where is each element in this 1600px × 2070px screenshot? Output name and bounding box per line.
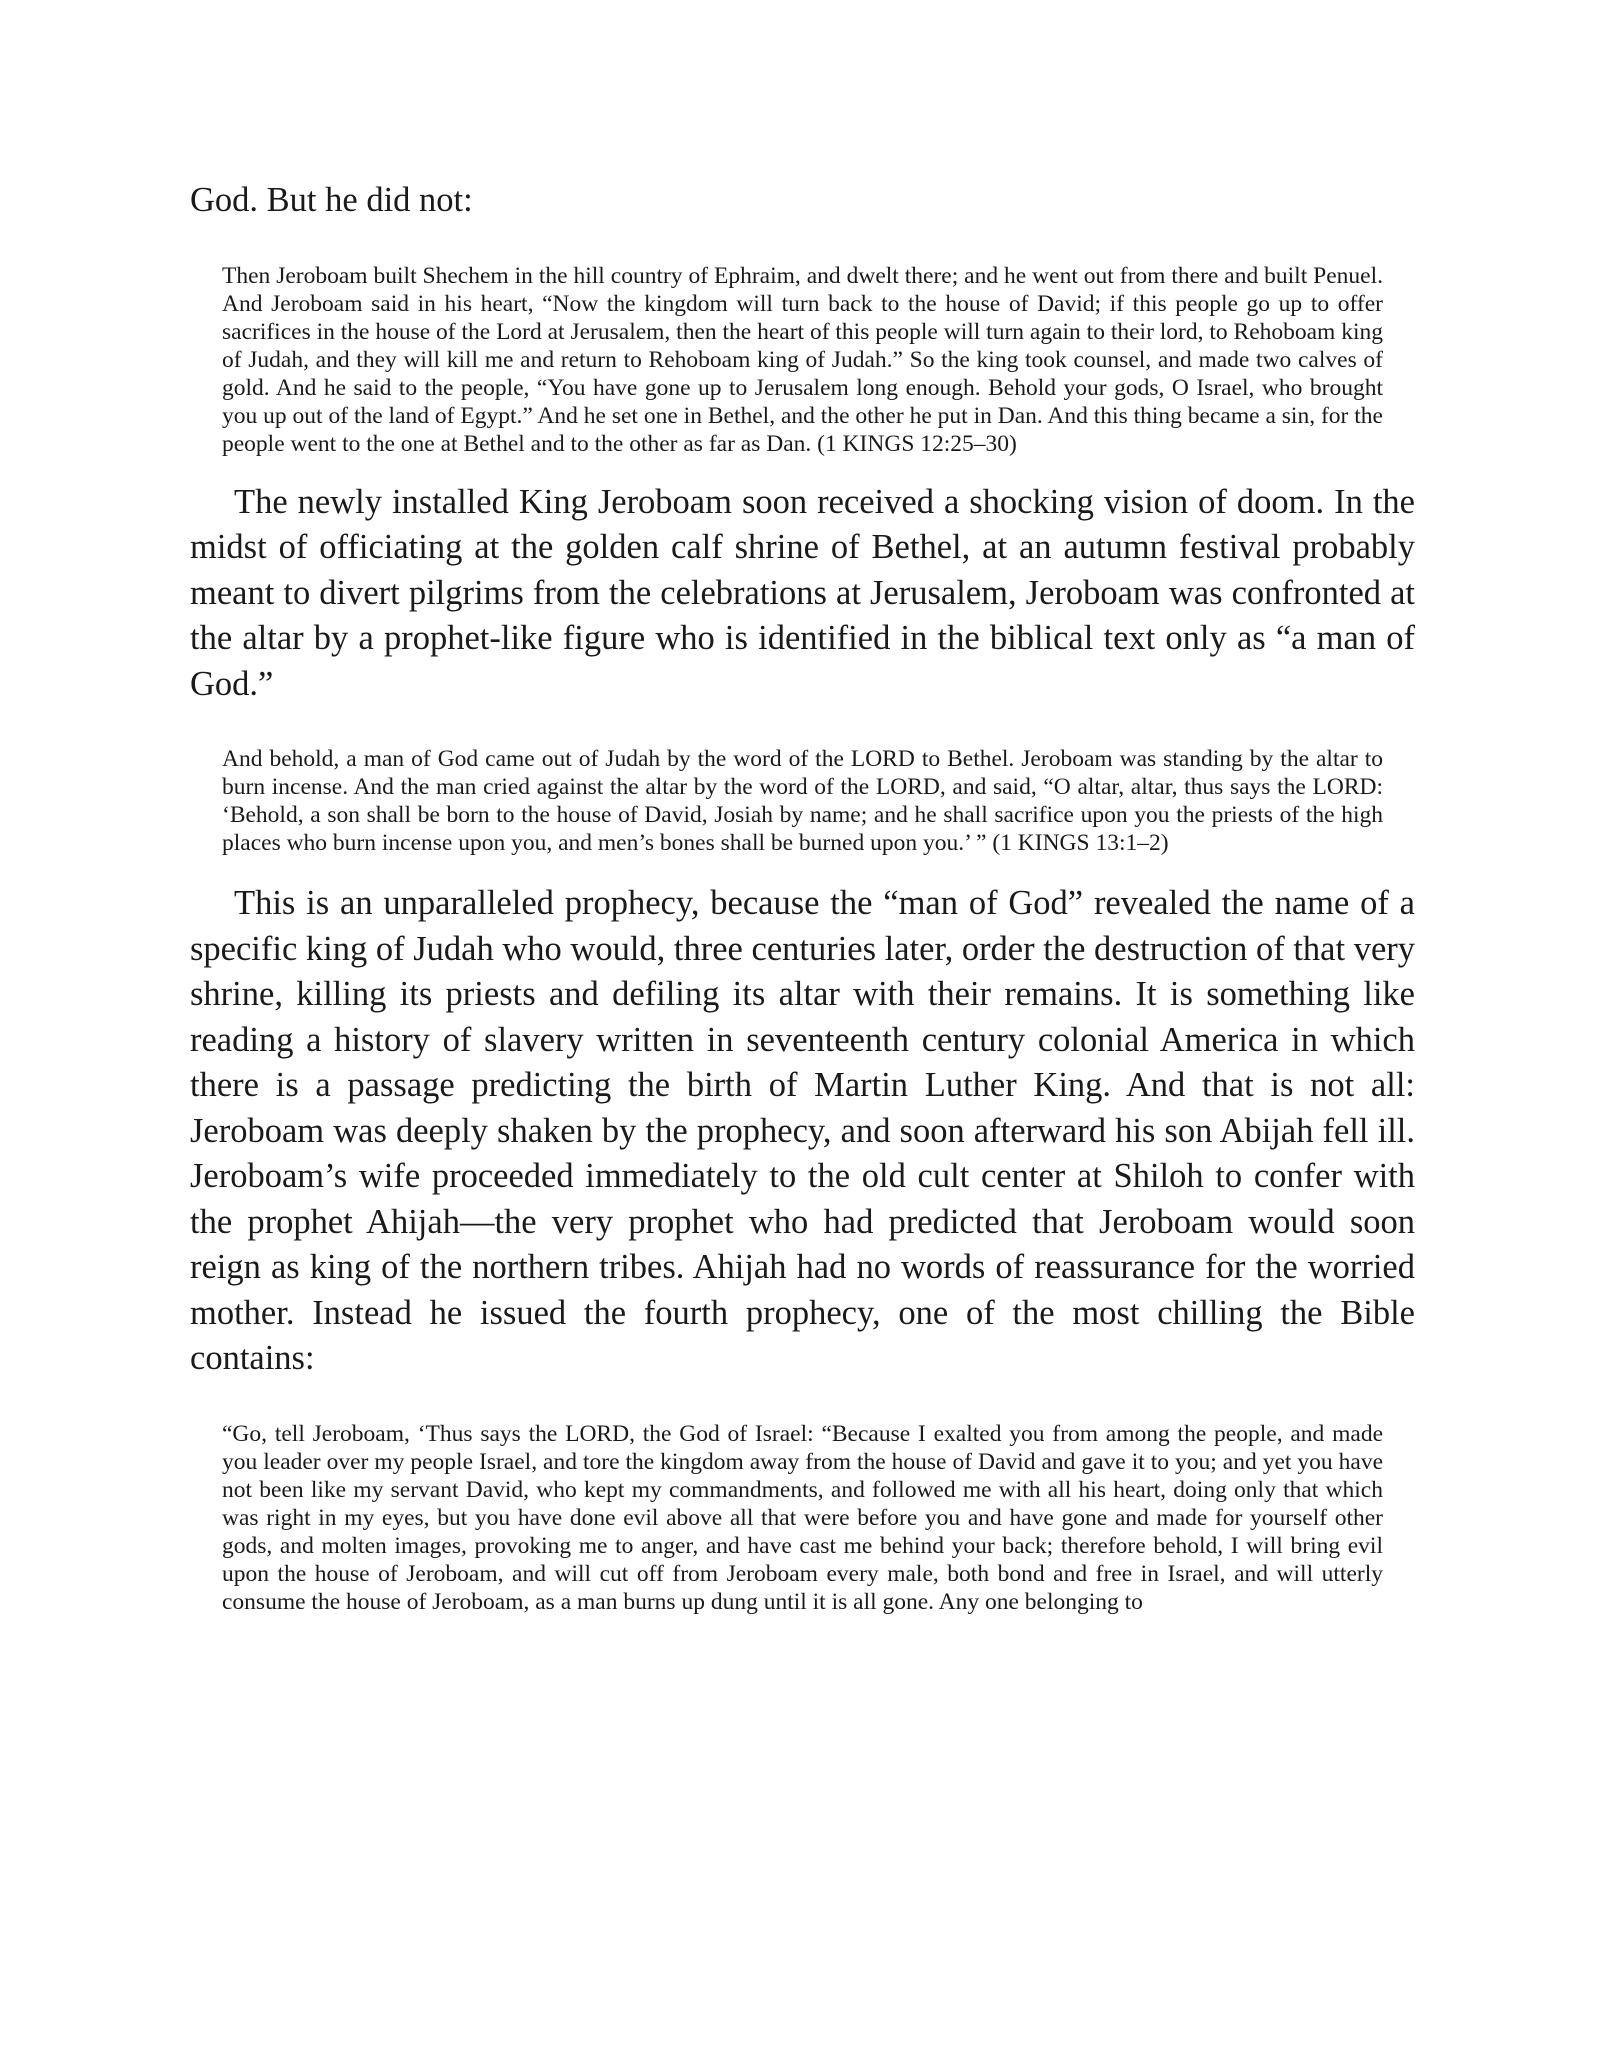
block-quote-1-kings-12: Then Jeroboam built Shechem in the hill country of Ephraim, and dwelt there; and he went out from there and built Penuel. And Jeroboam said in his heart, “Now the kingdom will turn back to the house of David; if this people go up to offer sacrifices in the house of the Lord at Jerusalem, then the heart of this people will turn again to their lord, to Rehoboam king of Judah, and they will kill me and return to Rehoboam king of Judah.” So the king took counsel, and made two calves of gold. And he said to the people, “You have gone up to Jerusalem long enough. Behold your gods, O Israel, who brought you up out of the land of Egypt.” And he set one in Bethel, and the other he put in Dan. And this thing became a sin, for the people went to the one at Bethel and to the other as far as Dan. (1 KINGS 12:25–30) [222, 262, 1383, 457]
block-quote-1-kings-13: And behold, a man of God came out of Judah by the word of the LORD to Bethel. Jeroboam was standing by the altar to burn incense. And the man cried against the altar by the word of the LORD, and said, “O altar, altar, thus says the LORD: ‘Behold, a son shall be born to the house of David, Josiah by name; and he shall sacrifice upon you the priests of the high places who burn incense upon you, and men’s bones shall be burned upon you.’ ” (1 KINGS 13:1–2) [222, 746, 1383, 856]
lead-line: God. But he did not: [190, 181, 473, 219]
book-page [190, 178, 1415, 1640]
paragraph-unparalleled-prophecy: This is an unparalleled prophecy, because the “man of God” revealed the name of a specific king of Judah who would, three centuries later, order the destruction of that very shrine, killing its priests and defiling its altar with their remains. It is something like reading a history of slavery written in seventeenth century colonial America in which there is a passage predicting the birth of Martin Luther King. And that is not all: Jeroboam was deeply shaken by the prophecy, and soon afterward his son Abijah fell ill. Jeroboam’s wife proceeded immediately to the old cult center at Shiloh to confer with the prophet Ahijah—the very prophet who had predicted that Jeroboam would soon reign as king of the northern tribes. Ahijah had no words of reassurance for the worried mother. Instead he issued the fourth prophecy, one of the most chilling the Bible contains: [190, 884, 1415, 1377]
paragraph-jeroboam-vision: The newly installed King Jeroboam soon received a shocking vision of doom. In the midst of officiating at the golden calf shrine of Bethel, at an autumn festival probably meant to divert pilgrims from the celebrations at Jerusalem, Jeroboam was confronted at the altar by a prophet-like figure who is identified in the biblical text only as “a man of God.” [190, 482, 1415, 703]
block-quote-ahijah-prophecy: “Go, tell Jeroboam, ‘Thus says the LORD, the God of Israel: “Because I exalted you from among the people, and made you leader over my people Israel, and tore the kingdom away from the house of David and gave it to you; and yet you have not been like my servant David, who kept my commandments, and followed me with all his heart, doing only that which was right in my eyes, but you have done evil above all that were before you and have gone and made for yourself other gods, and molten images, provoking me to anger, and have cast me behind your back; therefore behold, I will bring evil upon the house of Jeroboam, and will cut off from Jeroboam every male, both bond and free in Israel, and will utterly consume the house of Jeroboam, as a man burns up dung until it is all gone. Any one belonging to [222, 1420, 1383, 1615]
